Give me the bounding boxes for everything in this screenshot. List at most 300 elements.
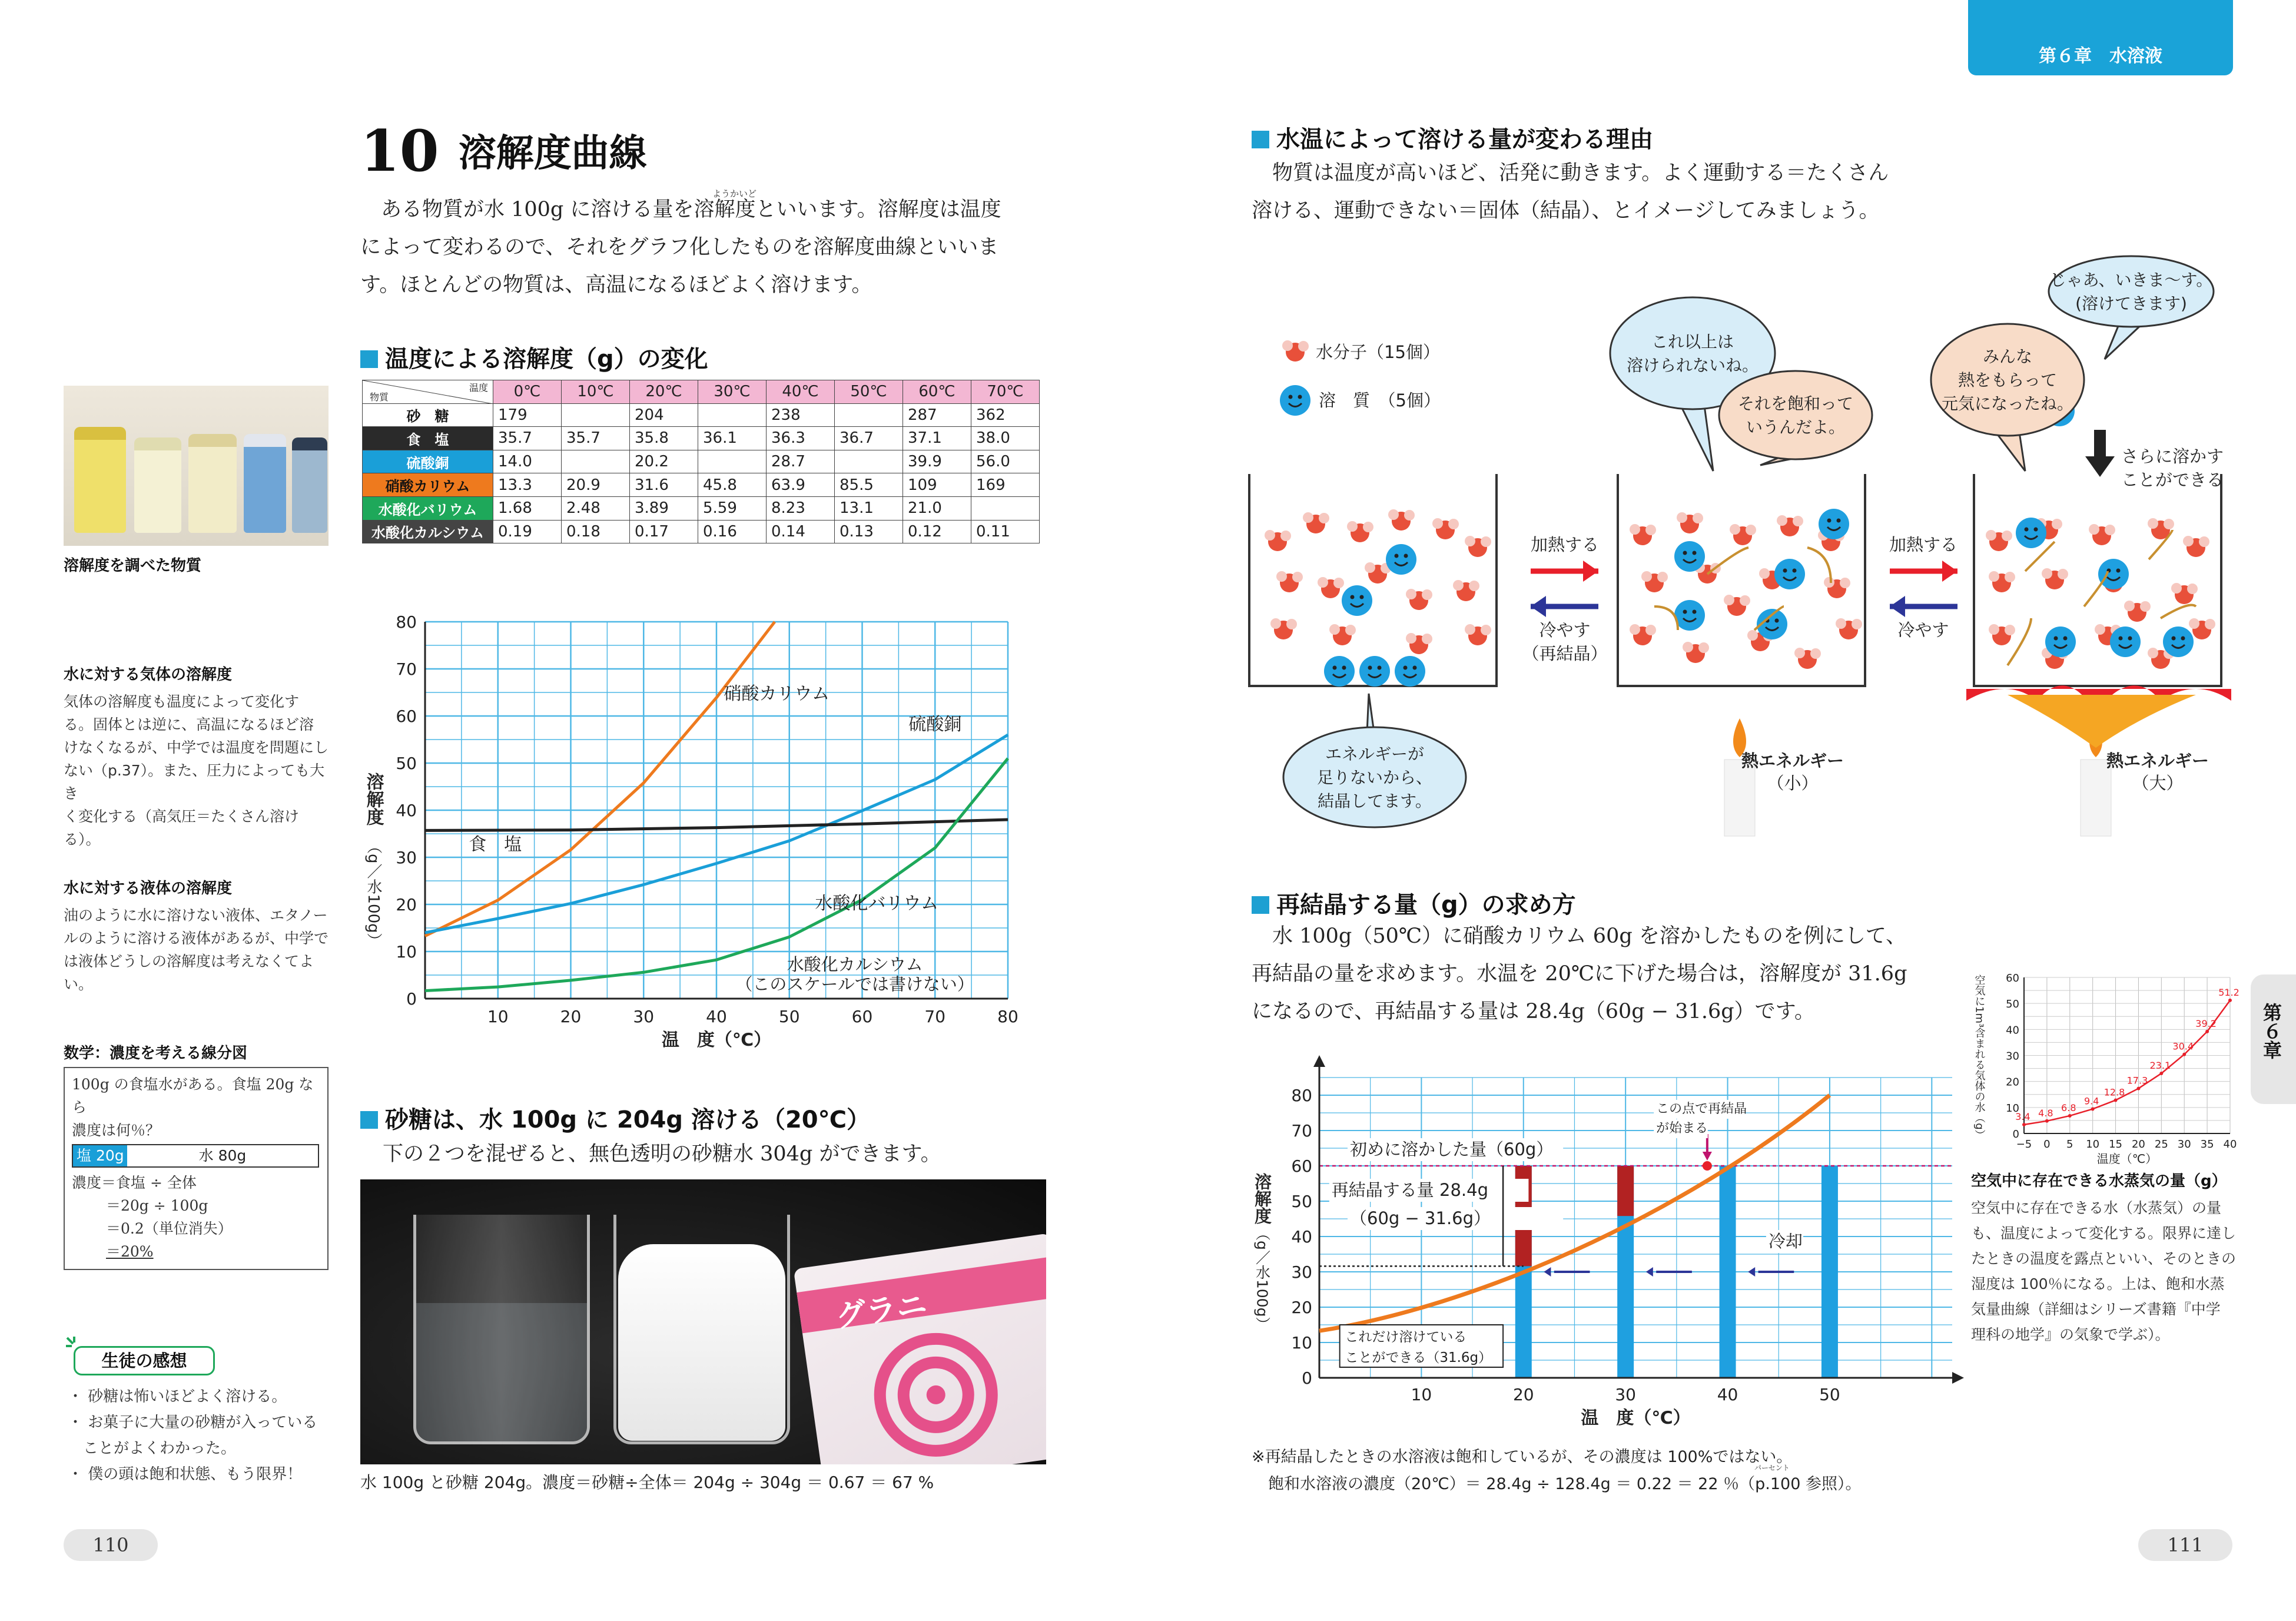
note-line: ※再結晶したときの水溶液は飽和しているが、その濃度は 100%ではない。 (1252, 1448, 1793, 1466)
reason-heading (1252, 121, 1653, 154)
bubble-tail (1996, 432, 2025, 471)
hydrogen-atom (1448, 519, 1459, 529)
recryst-line: 再結晶の量を求めます。水温を 20℃に下げた場合は，溶解度が 31.6g (1252, 962, 1907, 986)
vapor-value-label: 51.2 (2218, 986, 2239, 998)
hydrogen-atom (1404, 510, 1415, 521)
solute-eye (1395, 554, 1399, 558)
solubility-cell (835, 450, 903, 473)
x-tick-label: 35 (2200, 1138, 2214, 1151)
sugar-text: 下の２つを混ぜると、無色透明の砂糖水 304g ができます。 (383, 1142, 941, 1166)
liquid-line: 油のように水に溶けない液体、エタノー (64, 907, 328, 924)
hydrogen-atom (2148, 518, 2158, 529)
table-row (363, 427, 1040, 450)
hydrogen-atom (1989, 624, 1999, 635)
solute-body (2110, 626, 2141, 657)
solubility-cell (562, 403, 630, 427)
substance-name: 硫酸銅 (363, 450, 493, 473)
hydrogen-atom (1986, 530, 1996, 541)
solute-particle (2098, 559, 2129, 589)
solubility-cell: 204 (630, 403, 698, 427)
bubble-text: 足りないから、 (1316, 768, 1433, 787)
solubility-cell: 28.7 (767, 450, 835, 473)
recryst-label: （再結晶） (1522, 644, 1608, 664)
add-arrow-shaft (2094, 430, 2106, 459)
motion-arrow (1707, 548, 1748, 574)
hydrogen-atom (1282, 340, 1293, 351)
water-molecule (1989, 624, 2015, 645)
gas-line: けなくなるが、中学では温度を問題にし (64, 739, 329, 756)
solute-eye (1793, 569, 1797, 573)
recrystallization-chart (1252, 1042, 1976, 1437)
solute-eye (1693, 551, 1697, 555)
y-axis-unit: （g／水100g） (364, 838, 382, 949)
hydrogen-atom (1724, 595, 1734, 605)
temp-header: 10℃ (562, 380, 630, 404)
hydrogen-atom (1345, 625, 1356, 635)
process-arrow-head (1890, 596, 1905, 617)
bubble-text: これ以上は (1651, 332, 1734, 352)
water-molecule (2183, 536, 2209, 557)
process-arrow-head (1942, 561, 1957, 582)
solute-body (2163, 626, 2194, 657)
water-molecule (1270, 618, 1297, 639)
solute-eye (2181, 637, 2185, 641)
solute-particle (1324, 656, 1355, 687)
x-tick-label: 50 (1819, 1385, 1840, 1404)
solubility-cell: 179 (493, 403, 562, 427)
water-molecule (1388, 509, 1415, 531)
solubility-cell: 35.8 (630, 427, 698, 450)
water-molecule (1836, 618, 1862, 639)
annotation-caoh-note: （このスケールでは書けない） (735, 974, 974, 995)
recryst-paragraph (1252, 917, 1964, 1030)
solute-eye (2034, 528, 2038, 532)
hydrogen-atom (1730, 524, 1740, 535)
hydrogen-atom (2140, 601, 2151, 612)
y-axis-arrow (1313, 1055, 1325, 1067)
water-molecule (1453, 580, 1479, 601)
solute-particle (1280, 385, 1310, 416)
vapor-line: も、温度によって変化する。限界に達し (1971, 1225, 2237, 1242)
vapor-point (2068, 1114, 2072, 1118)
x-tick-label: 80 (997, 1007, 1018, 1026)
chapter-header-label: 第６章 水溶液 (2039, 46, 2162, 67)
vapor-line: 理科の地学』の気象で学ぶ）。 (1971, 1326, 2170, 1343)
hydrogen-atom (1469, 581, 1479, 591)
water-molecule (2042, 568, 2068, 589)
water-molecule (1432, 518, 1459, 539)
x-tick-label: 5 (2066, 1138, 2073, 1151)
substance-name: 水酸化バリウム (363, 496, 493, 520)
corner-bottom-label: 物質 (370, 391, 389, 403)
hydrogen-atom (1836, 618, 1846, 629)
hydrogen-atom (1641, 571, 1652, 582)
hydrogen-atom (1630, 624, 1640, 635)
bottle-baoh (292, 437, 327, 533)
hydrogen-atom (1280, 531, 1291, 541)
hydrogen-atom (1759, 568, 1770, 579)
sugar-caption: 水 100g と砂糖 204g。濃度＝砂糖÷全体＝ 204g ÷ 304g ＝ 0.67 ＝ 67 % (360, 1473, 934, 1492)
hydrogen-atom (2205, 619, 2215, 629)
hydrogen-atom (1363, 522, 1373, 532)
solute-particle (2045, 626, 2076, 657)
water-molecule (1265, 530, 1291, 551)
chapter-header-tab (1968, 0, 2233, 75)
table-heading-text: 温度による溶解度（g）の変化 (385, 346, 708, 373)
hydrogen-atom (1465, 536, 1475, 546)
water-molecule (1986, 530, 2012, 551)
y-tick-label: 0 (406, 989, 417, 1009)
bottle-kno3 (188, 434, 237, 533)
water-molecule (1777, 515, 1803, 536)
y-tick-label: 50 (396, 754, 417, 773)
bubble-text: 熱をもらって (1957, 370, 2058, 390)
x-tick-label: 0 (2043, 1138, 2051, 1151)
solute-body (1674, 541, 1705, 572)
section-title (360, 118, 647, 184)
hydrogen-atom (1794, 648, 1805, 658)
legend-solute-label: 溶 質 （5個） (1319, 390, 1441, 410)
solubility-chart (360, 601, 1055, 1066)
hydrogen-atom (1747, 630, 1758, 641)
gas-line: 気体の溶解度も温度によって変化す (64, 693, 300, 710)
section-title-text: 溶解度曲線 (458, 132, 647, 175)
solute-eye (2063, 637, 2068, 641)
x-tick-label: 10 (487, 1007, 509, 1026)
impression-item: ・ お菓子に大量の砂糖が入っている (68, 1414, 318, 1431)
cool-label: 冷やす (1539, 620, 1591, 640)
molecule-illustration (1242, 253, 2231, 854)
solubility-cell: 1.68 (493, 496, 562, 520)
solubility-cell (698, 450, 767, 473)
bubble-text: 結晶してます。 (1318, 791, 1432, 811)
x-tick-label: 30 (1615, 1385, 1636, 1404)
hydrogen-atom (1824, 577, 1834, 588)
hydrogen-atom (2164, 519, 2174, 529)
sugar-pile (618, 1244, 785, 1441)
hydrogen-atom (2148, 648, 2158, 658)
cool-arrow-head (1646, 1267, 1653, 1277)
add-arrow-head (2085, 456, 2115, 477)
water-molecule (2089, 524, 2115, 545)
page-number-right: 111 (2138, 1529, 2232, 1561)
percent-ruby: パーセント (1754, 1464, 1790, 1472)
dissolve-label: これだけ溶けている (1345, 1330, 1467, 1345)
water-molecule (2171, 583, 2198, 604)
vapor-value-label: 17.3 (2126, 1075, 2148, 1086)
x-tick-label: 40 (706, 1007, 727, 1026)
solute-bar (1821, 1166, 1838, 1378)
water-molecule (1794, 648, 1821, 669)
intro-line: ある物質が水 100g に溶ける量を溶解度といいます。溶解度は温度 (381, 198, 1001, 221)
hydrogen-atom (2005, 572, 2015, 582)
solute-eye (1837, 519, 1841, 523)
solute-particle (2016, 518, 2046, 548)
y-tick-label: 20 (396, 895, 417, 914)
solute-eye (1413, 666, 1417, 670)
series-label-nacl: 食 塩 (469, 834, 522, 855)
solubility-cell: 13.3 (493, 473, 562, 497)
solubility-cell: 0.16 (698, 520, 767, 543)
table-heading (360, 340, 708, 374)
hydrogen-atom (1265, 530, 1275, 541)
solubility-cell: 0.19 (493, 520, 562, 543)
solute-particle (1674, 600, 1705, 631)
water-vapor-chart (1971, 957, 2248, 1181)
solubility-cell: 0.12 (903, 520, 971, 543)
table-row (363, 496, 1040, 520)
solute-eye (1342, 666, 1346, 670)
solute-eye (1404, 666, 1408, 670)
sugar-photo (360, 1179, 1046, 1464)
bubble-add (2049, 256, 2214, 327)
solubility-cell: 0.11 (971, 520, 1040, 543)
calc-line: ＝20% (106, 1243, 154, 1260)
solubility-table (362, 380, 1040, 543)
solubility-cell: 56.0 (971, 450, 1040, 473)
solubility-cell: 45.8 (698, 473, 767, 497)
substances-photo (64, 386, 329, 546)
y-tick-label: 80 (396, 612, 417, 632)
hydrogen-atom (1989, 571, 1999, 582)
solubility-cell: 362 (971, 403, 1040, 427)
x-axis-label: 温度（℃） (2096, 1152, 2158, 1166)
solute-body (1386, 544, 1416, 575)
hydrogen-atom (1388, 509, 1399, 520)
x-tick-label: 25 (2154, 1138, 2168, 1151)
hydrogen-atom (2042, 568, 2052, 579)
solubility-cell: 169 (971, 473, 1040, 497)
energy-large-sub: （大） (2132, 773, 2184, 793)
water-molecule (1677, 512, 1703, 533)
solute-body (2045, 626, 2076, 657)
cool-label: 冷やす (1897, 620, 1949, 640)
x-tick-label: 30 (633, 1007, 655, 1026)
hydrogen-atom (1465, 624, 1475, 635)
temp-header: 60℃ (903, 380, 971, 404)
hydrogen-atom (1365, 562, 1375, 573)
vapor-point (2182, 1053, 2186, 1056)
water-molecule (1465, 536, 1491, 557)
solubility-cell: 38.0 (971, 427, 1040, 450)
solute-particle (1395, 656, 1425, 687)
heat-label: 加熱する (1889, 535, 1958, 555)
hydrogen-atom (2052, 519, 2062, 529)
recryst-start-point (1703, 1161, 1712, 1171)
vapor-value-label: 12.8 (2103, 1086, 2125, 1098)
initial-label: 初めに溶かした量（60g） (1350, 1139, 1554, 1159)
chapter-side-tab-label: 第６章 (2260, 1003, 2282, 1059)
solute-eye (1289, 395, 1293, 399)
x-tick-label: 20 (1512, 1385, 1534, 1404)
y-tick-label: 60 (396, 707, 417, 726)
hydrogen-atom (1276, 571, 1287, 582)
reason-paragraph (1252, 154, 1958, 230)
hydrogen-atom (2058, 569, 2068, 579)
solubility-cell: 3.89 (630, 496, 698, 520)
hydrogen-atom (1840, 578, 1850, 588)
solute-eye (1827, 519, 1832, 523)
energy-large-label: 熱エネルギー (2106, 751, 2209, 771)
impression-item: ・ 砂糖は怖いほどよく溶ける。 (68, 1388, 287, 1405)
solute-body (1359, 656, 1390, 687)
hydrogen-atom (2005, 625, 2015, 635)
solute-particle (1342, 585, 1372, 616)
water-molecule (2148, 518, 2174, 539)
water-molecule (1282, 340, 1309, 362)
water-molecule (1465, 624, 1491, 645)
hydrogen-atom (1793, 516, 1803, 526)
gas-line: る。固体とは逆に、高温になるほど溶 (64, 716, 314, 733)
hydrogen-atom (2002, 531, 2012, 541)
bubble-tail (2105, 323, 2143, 359)
start-label: この点で再結晶 (1656, 1102, 1747, 1116)
bottle-salt (134, 437, 181, 533)
x-tick-label: 10 (1411, 1385, 1432, 1404)
substance-name: 砂 糖 (363, 403, 493, 427)
solubility-cell: 5.59 (698, 496, 767, 520)
hydrogen-atom (1329, 624, 1340, 635)
y-tick-label: 70 (1291, 1121, 1312, 1141)
hydrogen-atom (1645, 625, 1656, 635)
solute-body (1280, 385, 1310, 416)
sugar-heading-text: 砂糖は、水 100g に 204g 溶ける（20℃） (385, 1106, 871, 1133)
x-tick-label: 20 (560, 1007, 582, 1026)
bubble-text: みんな (1982, 347, 2033, 366)
table-row (363, 473, 1040, 497)
bubble-text: エネルギーが (1325, 744, 1425, 764)
solute-particle (2110, 626, 2141, 657)
vapor-value-label: 4.8 (2038, 1107, 2053, 1119)
impression-item: ことがよくわかった。 (68, 1440, 237, 1457)
y-axis-label: 空気に1m³含まれる気体の水（g） (1973, 974, 1986, 1141)
water-molecule (1318, 577, 1344, 598)
intro-line: す。ほとんどの物質は、高温になるほどよく溶けます。 (360, 273, 872, 297)
solubility-cell: 63.9 (767, 473, 835, 497)
bubble-text: (溶けてきます) (2075, 294, 2187, 313)
energy-small-label: 熱エネルギー (1741, 751, 1844, 771)
hydrogen-atom (2095, 624, 2105, 635)
solute-eye (1378, 666, 1382, 670)
table-row (363, 520, 1040, 543)
bottle-sugar (74, 427, 126, 533)
hydrogen-atom (2105, 525, 2115, 535)
sugar-package (794, 1233, 1046, 1464)
table-row (363, 450, 1040, 473)
hydrogen-atom (1746, 525, 1756, 535)
solubility-cell: 109 (903, 473, 971, 497)
table-header-row (363, 380, 1040, 404)
substance-name: 硝酸カリウム (363, 473, 493, 497)
temp-header: 30℃ (698, 380, 767, 404)
solubility-cell: 39.9 (903, 450, 971, 473)
water-molecule (1724, 595, 1750, 616)
line-segment-diagram (72, 1144, 319, 1168)
y-tick-label: 20 (1291, 1298, 1312, 1317)
hydrogen-atom (2183, 536, 2194, 546)
y-axis-label: 溶解度 (363, 773, 384, 826)
calc-line: ＝0.2（単位消失） (106, 1220, 233, 1237)
recryst-line: になるので、再結晶する量は 28.4g（60g − 31.6g）です。 (1252, 1000, 1815, 1023)
hydrogen-atom (1319, 513, 1329, 523)
hydrogen-atom (1698, 642, 1709, 653)
x-tick-label: 40 (1717, 1385, 1738, 1404)
solubility-cell: 0.13 (835, 520, 903, 543)
solute-particle (1674, 541, 1705, 572)
x-tick-label: 60 (851, 1007, 873, 1026)
hydrogen-atom (1422, 589, 1432, 600)
solubility-cell: 8.23 (767, 496, 835, 520)
gas-solubility-box (64, 662, 334, 851)
x-tick-label: 20 (2131, 1138, 2145, 1151)
solute-eye (1693, 610, 1697, 614)
solute-body (1674, 600, 1705, 631)
vapor-value-label: 3.4 (2015, 1110, 2030, 1122)
solute-body (1774, 559, 1805, 589)
x-tick-label: 15 (2109, 1138, 2123, 1151)
vapor-point (2091, 1107, 2095, 1110)
solubility-cell: 20.2 (630, 450, 698, 473)
hydrogen-atom (1303, 512, 1313, 523)
x-axis-label: 温 度（℃） (661, 1030, 772, 1050)
y-tick-label: 20 (2006, 1076, 2019, 1089)
recryst-bar (1617, 1166, 1634, 1216)
motion-arrow (1654, 606, 1678, 630)
solubility-cell: 20.9 (562, 473, 630, 497)
water-molecule (1303, 512, 1329, 533)
solubility-cell: 287 (903, 403, 971, 427)
impressions-title: 生徒の感想 (101, 1351, 187, 1371)
y-tick-label: 70 (396, 659, 417, 679)
math-title: 数学：濃度を考える線分図 (64, 1045, 248, 1062)
hydrogen-atom (1406, 589, 1416, 599)
energy-small-sub: （小） (1767, 773, 1819, 793)
solute-bar (1720, 1166, 1736, 1378)
x-tick-label: −5 (2016, 1138, 2032, 1151)
gas-line: く変化する（高気圧＝たくさん溶ける）。 (64, 808, 300, 848)
x-axis-label: 温 度（℃） (1581, 1408, 1691, 1428)
solute-particle (1774, 559, 1805, 589)
annotation-caoh: 水酸化カルシウム (787, 954, 923, 974)
water-molecule (1683, 642, 1709, 663)
vapor-value-label: 30.4 (2172, 1040, 2194, 1052)
process-arrow-head (1583, 561, 1598, 582)
y-tick-label: 10 (396, 942, 417, 962)
vapor-point (2136, 1087, 2140, 1090)
liquid-title: 水に対する液体の溶解度 (64, 880, 233, 897)
y-tick-label: 80 (1291, 1086, 1312, 1105)
recryst-heading (1252, 886, 1576, 920)
motion-arrow (2161, 605, 2196, 619)
vapor-point (2045, 1119, 2049, 1123)
hydrogen-atom (1852, 619, 1862, 629)
solubility-cell: 21.0 (903, 496, 971, 520)
hydrogen-atom (1406, 633, 1416, 644)
note-line: 飽和水溶液の濃度（20℃）＝ 28.4g ÷ 128.4g ＝ 0.22 ＝ 22 ％（p.100 参照）。 (1268, 1475, 1862, 1493)
solute-eye (2172, 637, 2176, 641)
bubble-text: それを飽和って (1737, 394, 1854, 413)
water-molecule (2124, 601, 2151, 622)
hydrogen-atom (1318, 577, 1328, 588)
y-tick-label: 50 (1291, 1192, 1312, 1211)
vapor-point (2205, 1030, 2209, 1033)
title-ruby: ようかいど (712, 188, 757, 199)
x-tick-label: 30 (2177, 1138, 2191, 1151)
hydrogen-atom (1630, 524, 1640, 535)
table-corner-cell (363, 380, 493, 404)
vapor-value-label: 6.8 (2061, 1102, 2076, 1113)
solute-eye (1783, 569, 1787, 573)
